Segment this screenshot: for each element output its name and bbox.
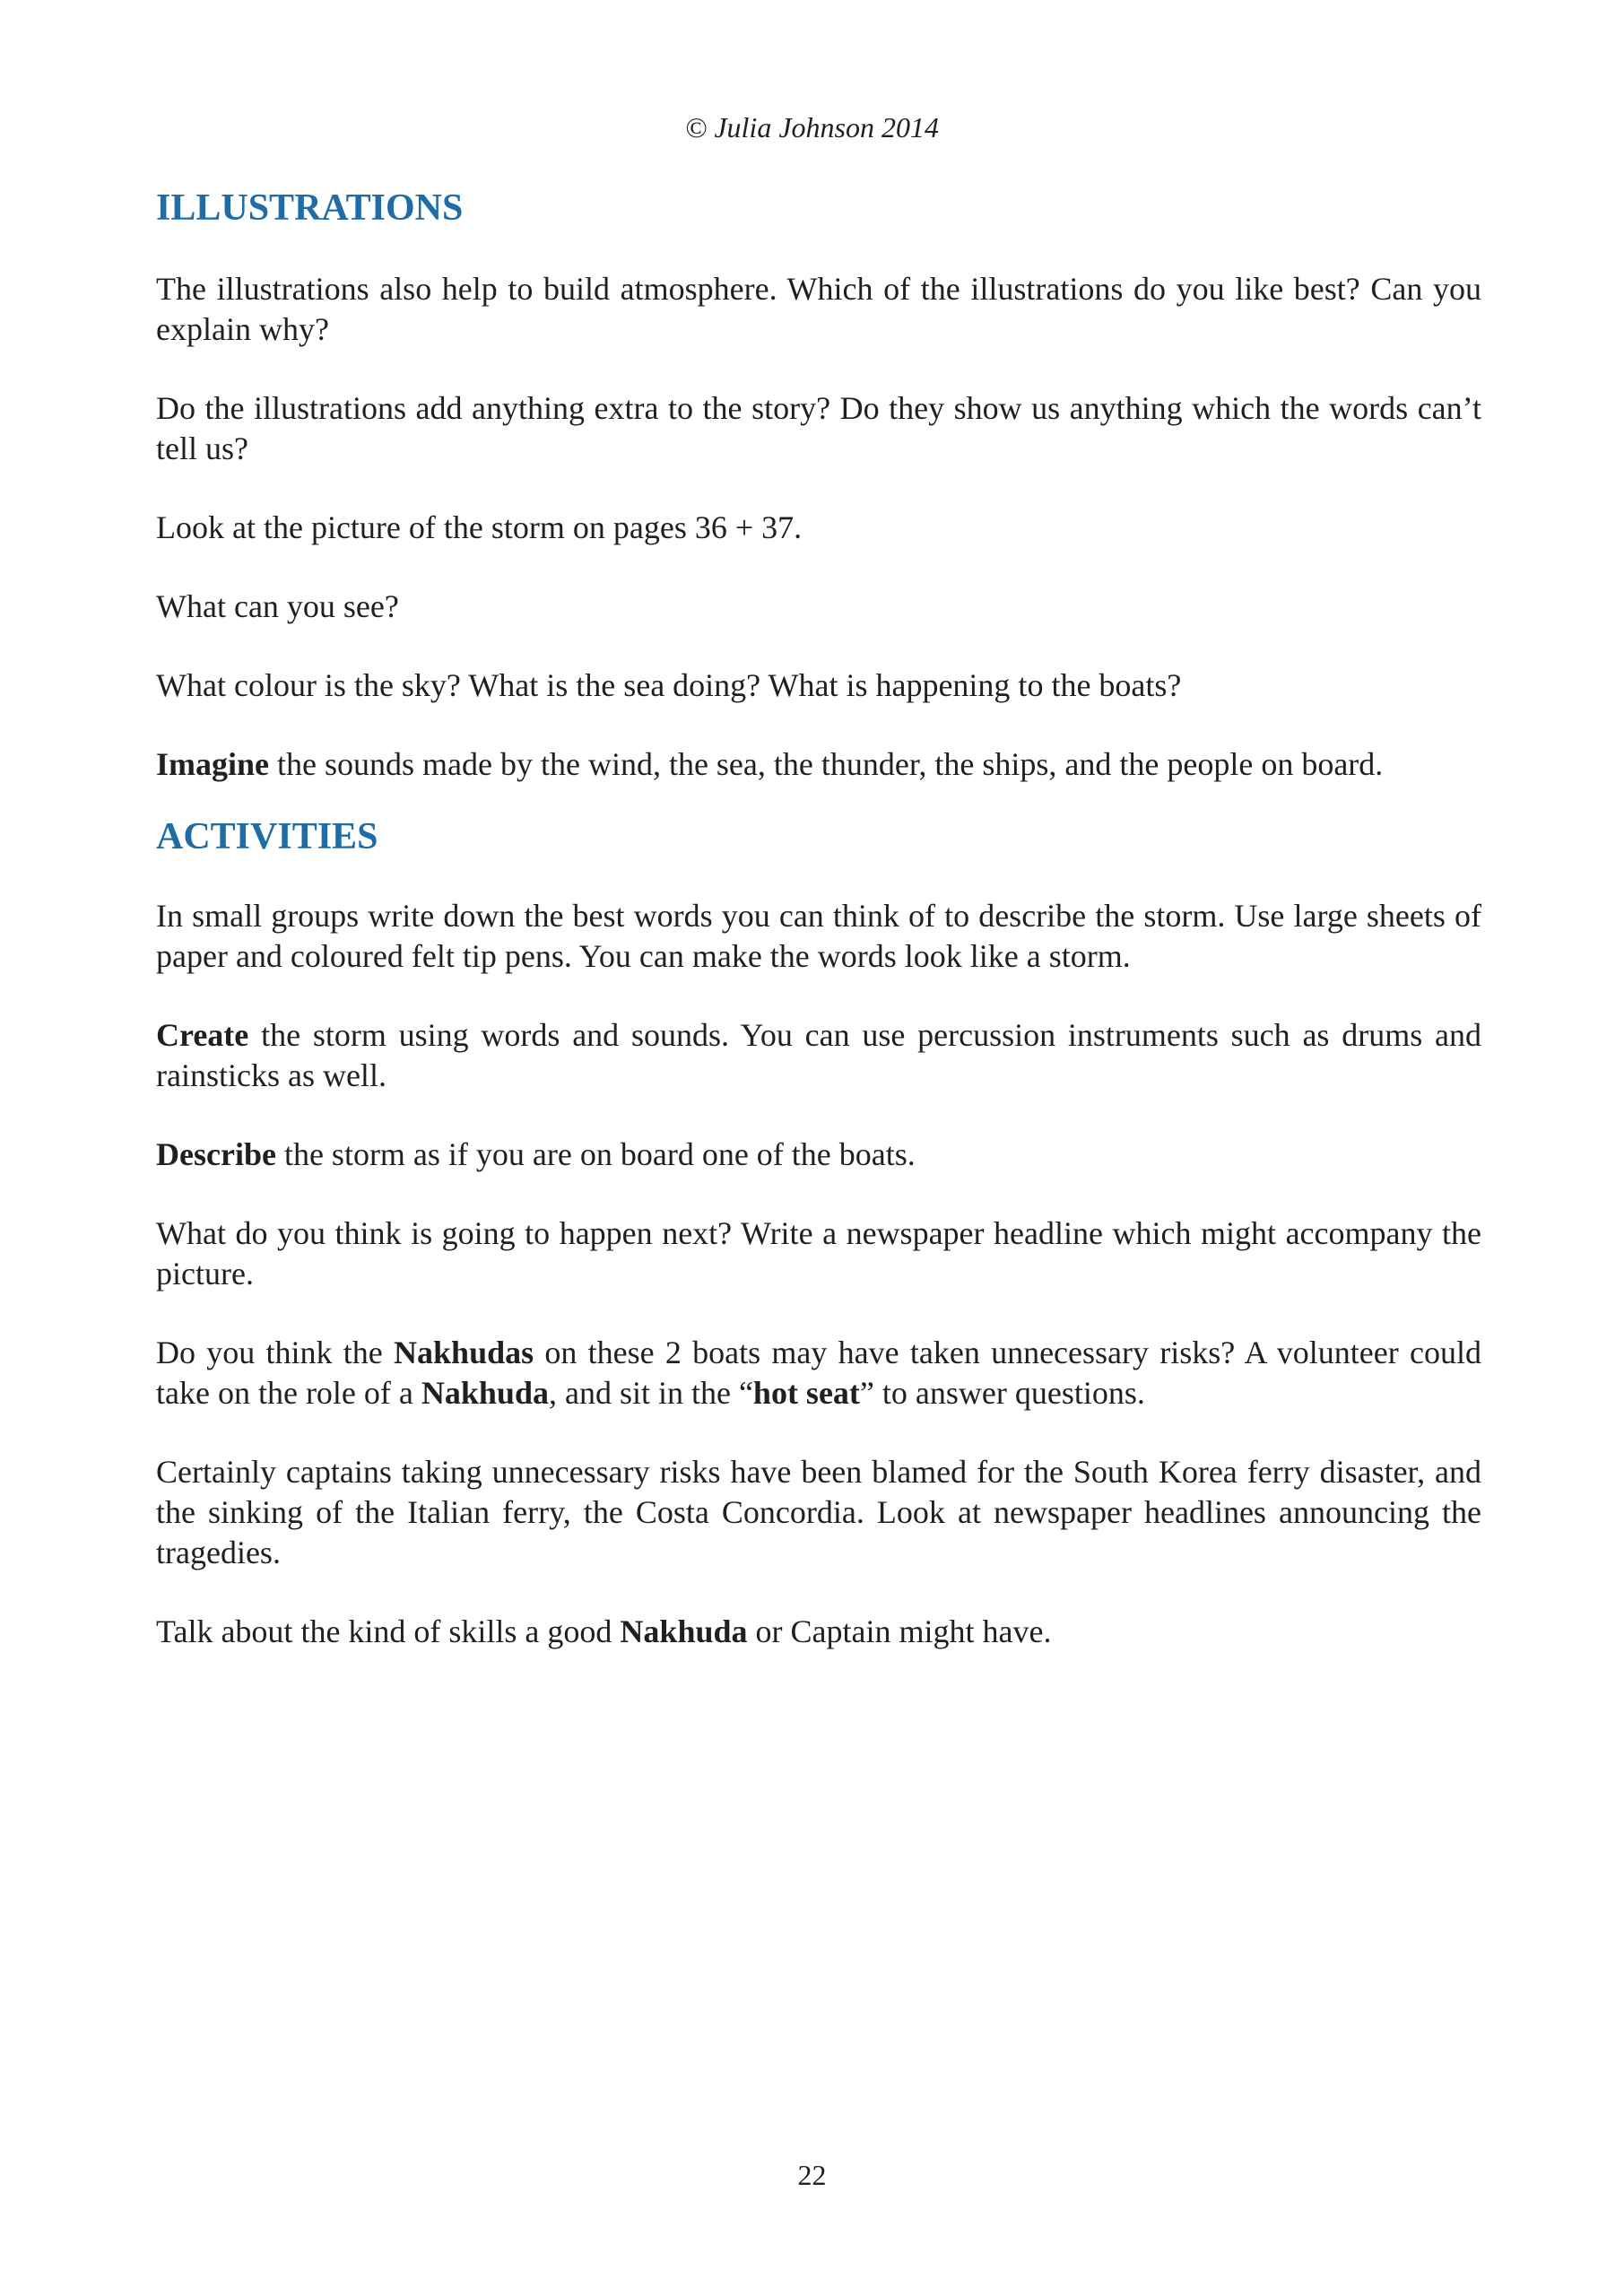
activities-paragraph-6: Certainly captains taking unnecessary risks have been blamed for the South Korea ferry disaster, and the sinking of the Italian ferry, the Costa Concordia. Look at newspaper headlines announcing the tragedies. (156, 1454, 1481, 1570)
activities-heading: ACTIVITIES (156, 816, 378, 857)
illustrations-heading: ILLUSTRATIONS (156, 187, 464, 229)
nakhudas-text-d: ” to answer questions. (859, 1375, 1145, 1411)
skills-text-a: Talk about the kind of skills a good (156, 1613, 621, 1649)
describe-text: the storm as if you are on board one of the boats. (275, 1136, 916, 1172)
illustrations-paragraph-1: The illustrations also help to build atmosphere. Which of the illustrations do you like best? Can you explain why? (156, 271, 1481, 347)
activities-paragraph-3 (156, 1135, 1481, 1175)
hot-seat-bold: hot seat (752, 1375, 860, 1411)
illustrations-paragraph-6 (156, 744, 1481, 785)
skills-text-b: or Captain might have. (747, 1613, 1052, 1649)
activities-paragraph-4: What do you think is going to happen next? Write a newspaper headline which might accompany the picture. (156, 1215, 1481, 1292)
imagine-bold: Imagine (156, 746, 269, 782)
nakhudas-text-a: Do you think the (156, 1335, 395, 1370)
nakhuda-bold: Nakhuda (421, 1375, 549, 1411)
illustrations-paragraph-4: What can you see? (156, 588, 399, 624)
nakhudas-text-c: , and sit in the “ (548, 1375, 753, 1411)
activities-paragraph-1: In small groups write down the best words you can think of to describe the storm. Use large sheets of paper and coloured felt tip pens. You can make the words look like a storm. (156, 898, 1481, 974)
create-text: the storm using words and sounds. You can use percussion instruments such as drums and rainsticks as well. (156, 1017, 1481, 1093)
create-bold: Create (156, 1017, 249, 1053)
imagine-text: the sounds made by the wind, the sea, the thunder, the ships, and the people on board. (269, 746, 1384, 782)
illustrations-paragraph-2: Do the illustrations add anything extra to the story? Do they show us anything which the words can’t tell us? (156, 390, 1481, 466)
describe-bold: Describe (156, 1136, 276, 1172)
activities-paragraph-7 (156, 1612, 1481, 1652)
page-content (156, 183, 1481, 1691)
nakhudas-bold: Nakhudas (394, 1335, 534, 1370)
skills-nakhuda-bold: Nakhuda (620, 1613, 748, 1649)
nakhudas-text-b: on these 2 boats may have taken unnecessary risks? A volunteer could take on the role of a (156, 1335, 1481, 1411)
copyright-notice: © Julia Johnson 2014 (685, 111, 939, 144)
illustrations-paragraph-5: What colour is the sky? What is the sea doing? What is happening to the boats? (156, 667, 1182, 703)
activities-paragraph-5 (156, 1333, 1481, 1413)
activities-paragraph-2 (156, 1015, 1481, 1096)
illustrations-paragraph-3: Look at the picture of the storm on pages 36 + 37. (156, 509, 803, 545)
page-number: 22 (797, 2159, 827, 2191)
